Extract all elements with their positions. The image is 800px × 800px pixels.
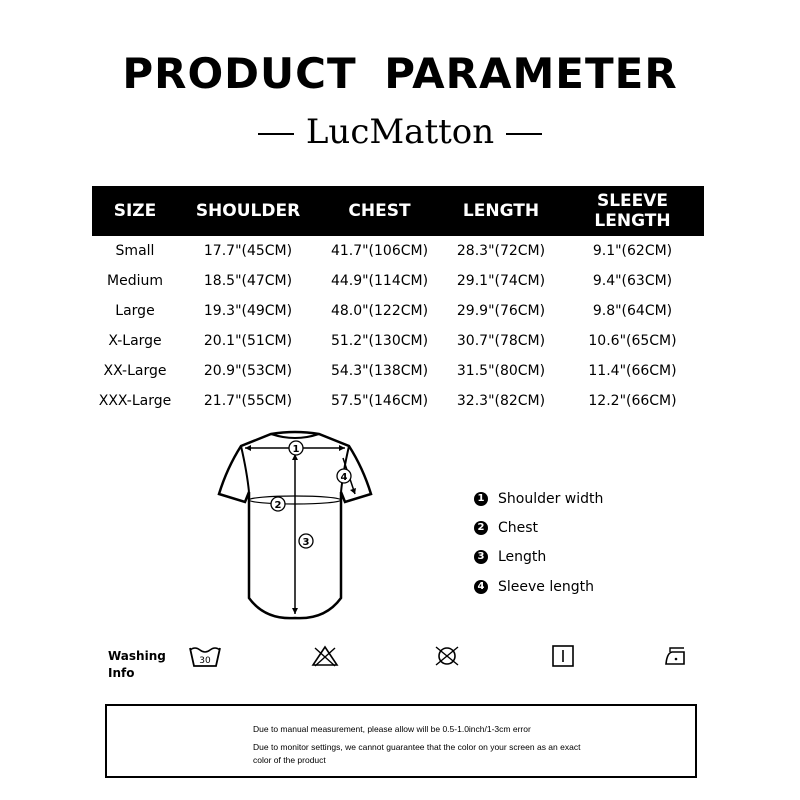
col-header-sleeve-length: SLEEVE LENGTH xyxy=(561,186,704,236)
brand-line xyxy=(0,108,800,156)
legend-number: 2 xyxy=(474,521,488,535)
legend-number: 1 xyxy=(474,492,488,506)
svg-text:1: 1 xyxy=(292,444,300,455)
no-dry-clean-icon xyxy=(432,644,462,668)
cell-size: Medium xyxy=(107,273,163,289)
svg-text:3: 3 xyxy=(302,537,310,548)
cell-length: 29.9"(76CM) xyxy=(456,303,546,319)
cell-size: XX-Large xyxy=(103,363,167,379)
cell-size: X-Large xyxy=(108,333,162,349)
line-dry-icon xyxy=(551,644,575,668)
disclaimer-line-1: Due to manual measurement, please allow will be 0.5-1.0inch/1-3cm error xyxy=(253,724,531,734)
marker-2 xyxy=(271,497,285,511)
col-header-shoulder: SHOULDER xyxy=(178,186,318,236)
cell-sleeve: 9.4"(63CM) xyxy=(592,273,673,289)
table-row xyxy=(92,236,704,266)
marker-4 xyxy=(337,469,351,483)
legend-label: Shoulder width xyxy=(498,490,604,507)
table-row xyxy=(92,296,704,326)
measurement-legend xyxy=(474,484,603,601)
col-header-chest: CHEST xyxy=(318,186,441,236)
svg-text:4: 4 xyxy=(340,472,348,483)
legend-item xyxy=(474,543,603,572)
cell-size: Large xyxy=(115,303,155,319)
left-dash xyxy=(258,133,294,135)
cell-size: XXX-Large xyxy=(98,393,172,409)
cell-chest: 48.0"(122CM) xyxy=(330,303,429,319)
cell-shoulder: 18.5"(47CM) xyxy=(203,273,293,289)
legend-label: Length xyxy=(498,549,547,566)
iron-low-icon xyxy=(662,644,688,668)
cell-chest: 41.7"(106CM) xyxy=(330,243,429,259)
col-header-size: SIZE xyxy=(92,186,178,236)
washing-label-line2: Info xyxy=(108,666,135,680)
cell-sleeve: 9.8"(64CM) xyxy=(592,303,673,319)
disclaimer-line-2: Due to monitor settings, we cannot guarantee that the color on your screen as an exact color of the product xyxy=(253,742,581,765)
cell-shoulder: 20.9"(53CM) xyxy=(203,363,293,379)
cell-chest: 57.5"(146CM) xyxy=(330,393,429,409)
washing-label-line1: Washing xyxy=(108,649,166,663)
table-header-row xyxy=(92,186,704,236)
table-row xyxy=(92,356,704,386)
disclaimer-box xyxy=(105,704,697,778)
cell-chest: 51.2"(130CM) xyxy=(330,333,429,349)
legend-number: 3 xyxy=(474,550,488,564)
cell-length: 31.5"(80CM) xyxy=(456,363,546,379)
cell-length: 28.3"(72CM) xyxy=(456,243,546,259)
tshirt-diagram xyxy=(215,428,375,624)
brand-name: LucMatton xyxy=(305,112,495,152)
page-title: PRODUCT PARAMETER xyxy=(122,49,678,98)
cell-sleeve: 10.6"(65CM) xyxy=(588,333,677,349)
no-bleach-icon xyxy=(311,644,339,668)
cell-length: 30.7"(78CM) xyxy=(456,333,546,349)
size-table xyxy=(92,186,704,416)
cell-chest: 44.9"(114CM) xyxy=(330,273,429,289)
washing-info-label xyxy=(108,648,178,682)
cell-length: 32.3"(82CM) xyxy=(456,393,546,409)
legend-item xyxy=(474,484,603,513)
marker-3 xyxy=(299,534,313,548)
legend-item xyxy=(474,513,603,542)
wash-30-icon xyxy=(188,644,222,670)
cell-length: 29.1"(74CM) xyxy=(456,273,546,289)
legend-label: Sleeve length xyxy=(498,578,594,595)
cell-chest: 54.3"(138CM) xyxy=(330,363,429,379)
col-header-length: LENGTH xyxy=(441,186,561,236)
svg-text:30: 30 xyxy=(199,656,211,666)
table-row xyxy=(92,326,704,356)
cell-sleeve: 9.1"(62CM) xyxy=(592,243,673,259)
cell-shoulder: 19.3"(49CM) xyxy=(203,303,293,319)
right-dash xyxy=(506,133,542,135)
table-row xyxy=(92,386,704,416)
legend-label: Chest xyxy=(498,519,539,536)
cell-size: Small xyxy=(115,243,155,259)
cell-shoulder: 21.7"(55CM) xyxy=(203,393,293,409)
svg-text:2: 2 xyxy=(274,500,282,511)
cell-sleeve: 11.4"(66CM) xyxy=(588,363,677,379)
legend-number: 4 xyxy=(474,580,488,594)
legend-item xyxy=(474,572,603,601)
cell-sleeve: 12.2"(66CM) xyxy=(588,393,677,409)
cell-shoulder: 17.7"(45CM) xyxy=(203,243,293,259)
marker-1 xyxy=(289,441,303,455)
cell-shoulder: 20.1"(51CM) xyxy=(203,333,293,349)
table-row xyxy=(92,266,704,296)
